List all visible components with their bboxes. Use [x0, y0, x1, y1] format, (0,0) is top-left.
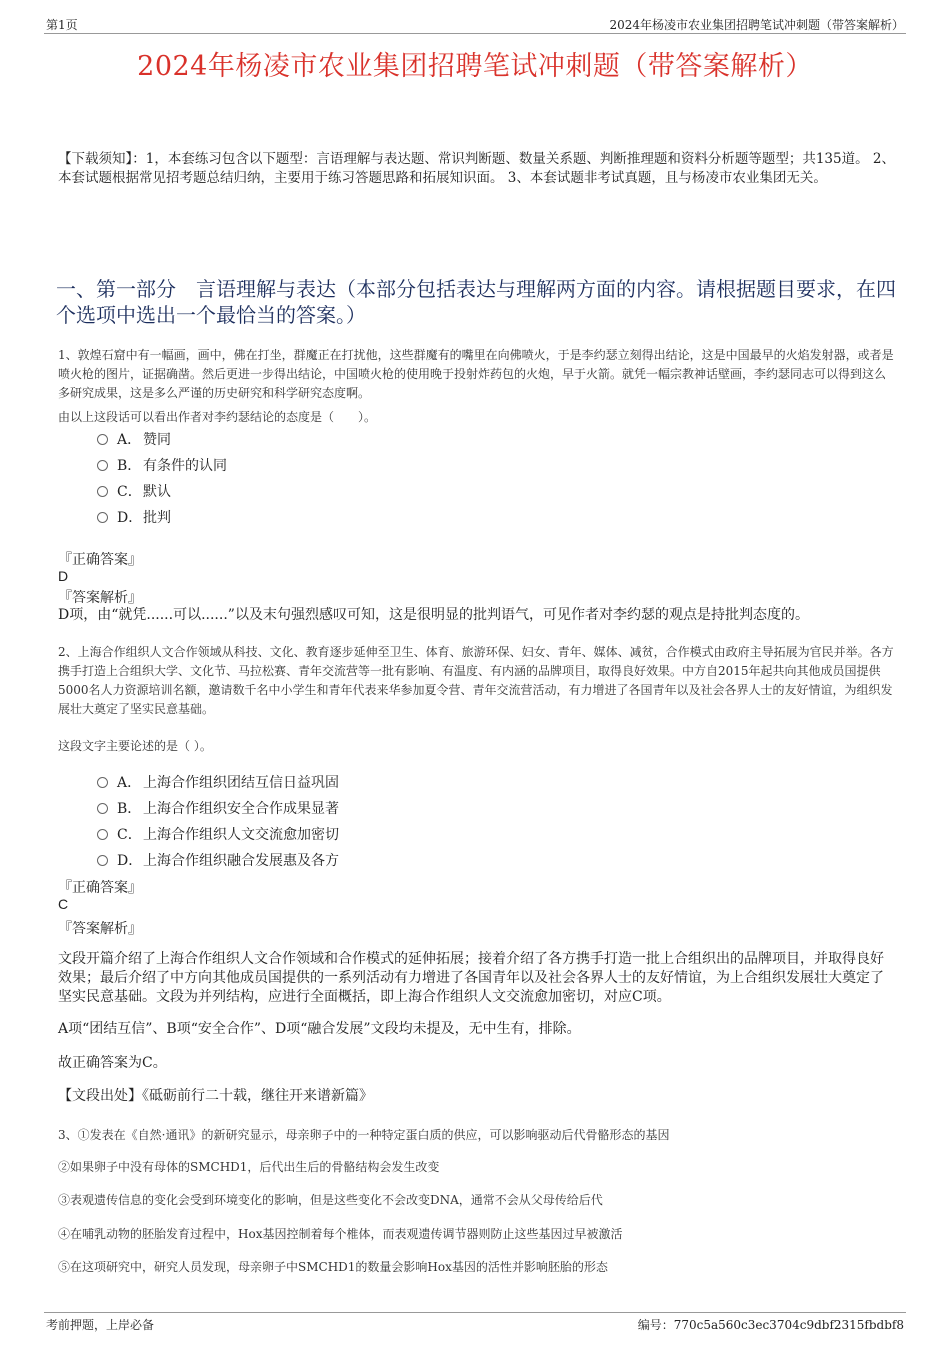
q1-option-b[interactable]: B． 有条件的认同 [97, 455, 227, 475]
footer-doc-id: 编号：770c5a560c3ec3704c9dbf2315fbdbf8 [637, 1318, 904, 1332]
radio-icon[interactable] [97, 829, 108, 840]
q2-option-a[interactable]: A． 上海合作组织团结互信日益巩固 [97, 772, 339, 792]
q1-option-a[interactable]: A． 赞同 [97, 429, 171, 449]
q1-explanation: D项，由“就凭......可以......”以及末句强烈感叹可知，这是很明显的批判语气，可见作者对李约瑟的观点是持批判态度的。 [58, 607, 809, 623]
q3-statement-5: ⑤在这项研究中，研究人员发现，母亲卵子中SMCHD1的数量会影响Hox基因的活性并影响胚胎的形态 [58, 1260, 608, 1274]
q3-statement-1: 3、①发表在《自然·通讯》的新研究显示，母亲卵子中的一种特定蛋白质的供应，可以影响驱动后代骨骼形态的基因 [58, 1128, 670, 1142]
radio-icon[interactable] [97, 434, 108, 445]
page-number: 第1页 [46, 18, 78, 32]
footer-slogan: 考前押题，上岸必备 [46, 1318, 155, 1332]
radio-icon[interactable] [97, 803, 108, 814]
q2-source: 【文段出处】《砥砺前行二十载，继往开来谱新篇》 [58, 1088, 373, 1104]
q3-statement-2: ②如果卵子中没有母体的SMCHD1，后代出生后的骨骼结构会发生改变 [58, 1160, 440, 1174]
q2-explanation-1: 文段开篇介绍了上海合作组织人文合作领域和合作模式的延伸拓展；接着介绍了各方携手打造一批上合组织出的品牌项目，并取得良好效果；最后介绍了中方向其他成员国提供的一系列活动有力增进了各国青年以及社会各界人士的友好情谊，为上合组织发展壮大奠定了坚实民意基础。文段为并列结构，应进行全面概括，即上海合作组织人文交流愈加密切，对应C项。 [58, 951, 884, 1005]
radio-icon[interactable] [97, 486, 108, 497]
question-2-text: 2、上海合作组织人文合作领域从科技、文化、教育逐步延伸至卫生、体育、旅游环保、妇女、青年、媒体、减贫，合作模式由政府主导拓展为官民并举。各方携手打造上合组织大学、文化节、马拉松赛、青年交流营等一批有影响、有温度、有内涵的品牌项目，取得良好效果。中方自2015年起共向其他成员国提供5000名人力资源培训名额，邀请数千名中小学生和青年代表来华参加夏令营、青年交流营活动，有力增进了各国青年以及社会各界人士的友好情谊，为组织发展壮大奠定了坚实民意基础。 [58, 645, 894, 716]
section-heading: 一、第一部分 言语理解与表达（本部分包括表达与理解两方面的内容。请根据题目要求，在四个选项中选出一个最恰当的答案。） [56, 277, 896, 327]
q2-explain-label: 『答案解析』 [58, 921, 142, 937]
q3-statement-3: ③表观遗传信息的变化会受到环境变化的影响，但是这些变化不会改变DNA，通常不会从父母传给后代 [58, 1193, 603, 1207]
footer-divider [44, 1312, 906, 1313]
q2-explanation-2: A项“团结互信”、B项“安全合作”、D项“融合发展”文段均未提及，无中生有，排除。 [58, 1021, 581, 1037]
q1-explain-label: 『答案解析』 [58, 590, 142, 606]
q1-option-d[interactable]: D．批判 [97, 507, 171, 527]
q2-explanation-3: 故正确答案为C。 [58, 1055, 167, 1071]
radio-icon[interactable] [97, 855, 108, 866]
q1-option-c[interactable]: C．默认 [97, 481, 171, 501]
radio-icon[interactable] [97, 512, 108, 523]
q1-answer: D [58, 568, 69, 584]
question-1-stem: 由以上这段话可以看出作者对李约瑟结论的态度是（ ）。 [58, 410, 377, 424]
download-notice: 【下载须知】：1，本套练习包含以下题型：言语理解与表达题、常识判断题、数量关系题、判断推理题和资料分析题等题型；共135道。 2、本套试题根据常见招考题总结归纳，主要用于练习答题思路和拓展知识面。 3、本套试题非考试真题，且与杨凌市农业集团无关。 [58, 151, 895, 186]
question-2-stem: 这段文字主要论述的是（ ）。 [58, 739, 212, 753]
q2-answer-label: 『正确答案』 [58, 880, 142, 896]
radio-icon[interactable] [97, 460, 108, 471]
header-doc-title: 2024年杨凌市农业集团招聘笔试冲刺题（带答案解析） [609, 18, 904, 32]
q2-answer: C [58, 896, 69, 912]
question-1-text: 1、敦煌石窟中有一幅画，画中，佛在打坐，群魔正在打扰他，这些群魔有的嘴里在向佛喷火，于是李约瑟立刻得出结论，这是中国最早的火焰发射器，或者是喷火枪的图片，证据确凿。然后更进一步得出结论，中国喷火枪的使用晚于投射炸药包的火炮，早于火箭。就凭一幅宗教神话壁画，李约瑟同志可以得到这么多研究成果，这是多么严谨的历史研究和科学研究态度啊。 [58, 348, 894, 400]
q3-statement-4: ④在哺乳动物的胚胎发育过程中，Hox基因控制着每个椎体，而表观遗传调节器则防止这些基因过早被激活 [58, 1227, 623, 1241]
q2-option-c[interactable]: C．上海合作组织人文交流愈加密切 [97, 824, 339, 844]
q1-answer-label: 『正确答案』 [58, 552, 142, 568]
q2-option-d[interactable]: D．上海合作组织融合发展惠及各方 [97, 850, 339, 870]
header-divider [44, 33, 906, 34]
page-title: 2024年杨凌市农业集团招聘笔试冲刺题（带答案解析） [137, 51, 813, 82]
radio-icon[interactable] [97, 777, 108, 788]
q2-option-b[interactable]: B． 上海合作组织安全合作成果显著 [97, 798, 339, 818]
